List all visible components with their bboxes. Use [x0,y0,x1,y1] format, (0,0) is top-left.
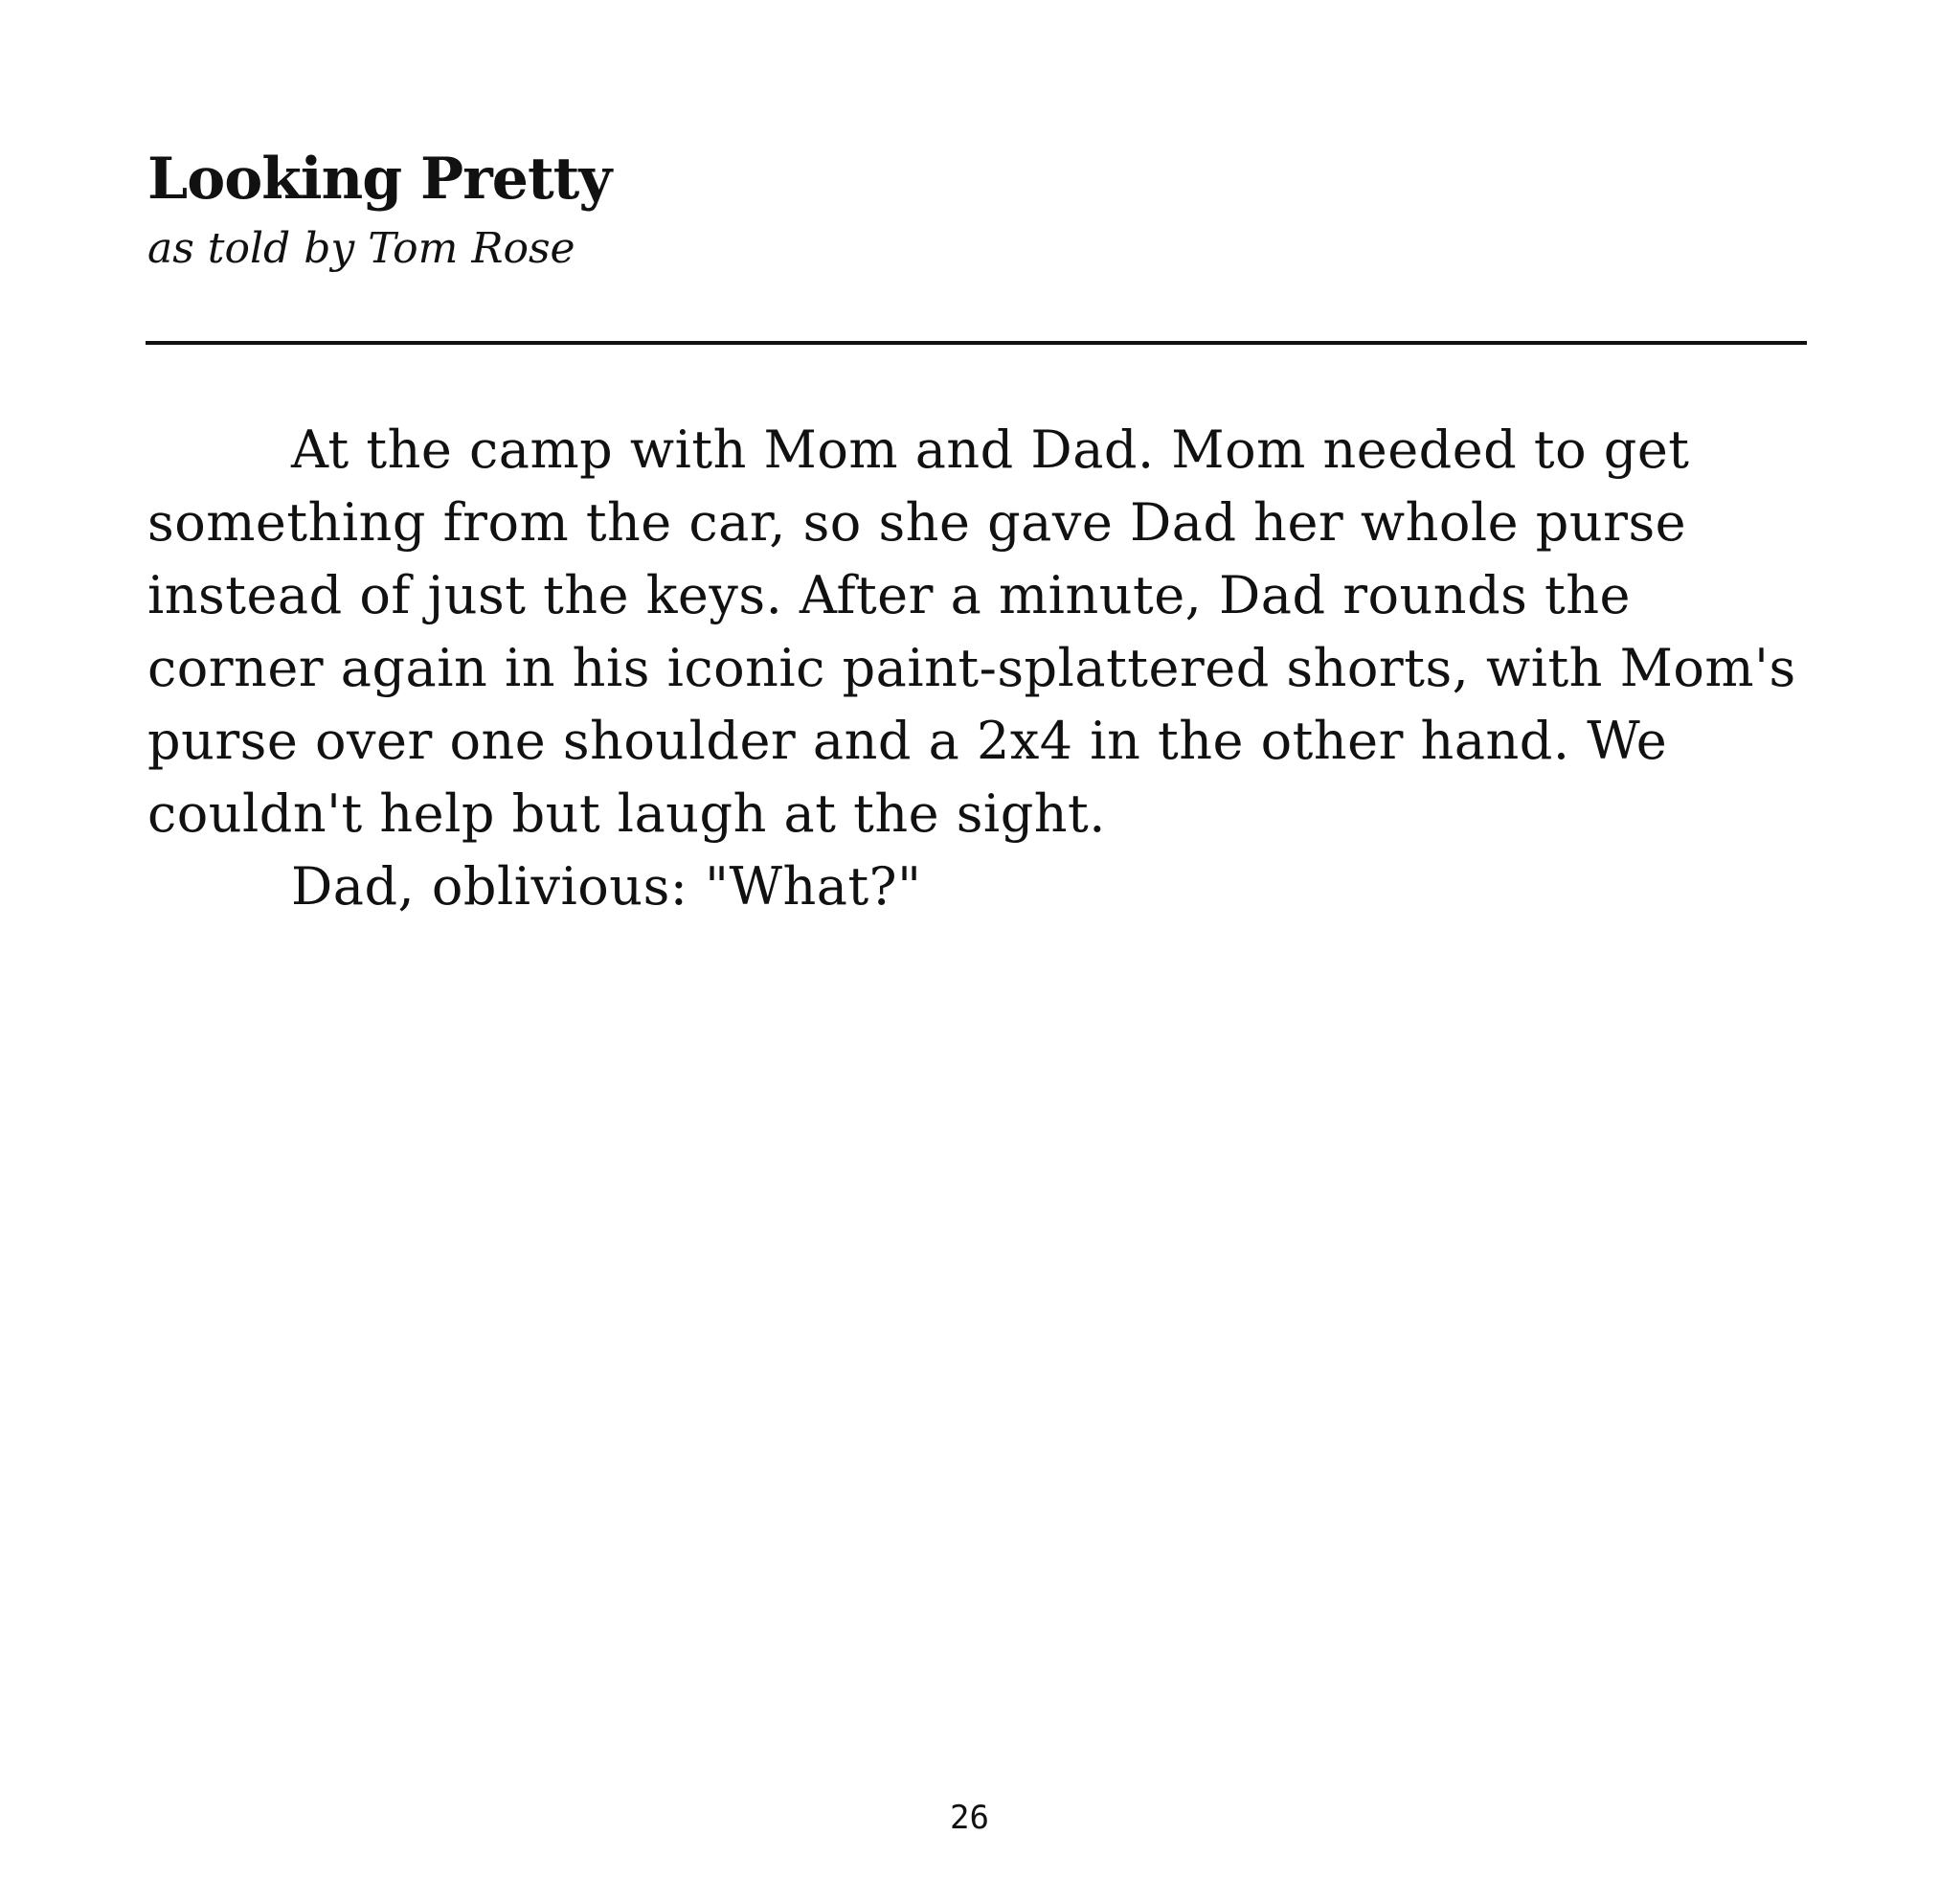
title-divider [146,341,1807,345]
page-number: 26 [950,1799,989,1837]
story-paragraph-2: Dad, oblivious: "What?" [291,856,922,917]
story-title: Looking Pretty [147,146,612,213]
story-byline: as told by Tom Rose [147,224,575,273]
story-body [147,414,1809,923]
story-paragraph-1: At the camp with Mom and Dad. Mom needed to get something from the car, so she gave Dad her whole purse instead of just the keys. After a minute, Dad rounds the corner again in his iconic paint-splattered shorts, with Mom's purse over one shoulder and a 2x4 in the other hand. We couldn't help but laugh at the sight. [147,419,1796,844]
